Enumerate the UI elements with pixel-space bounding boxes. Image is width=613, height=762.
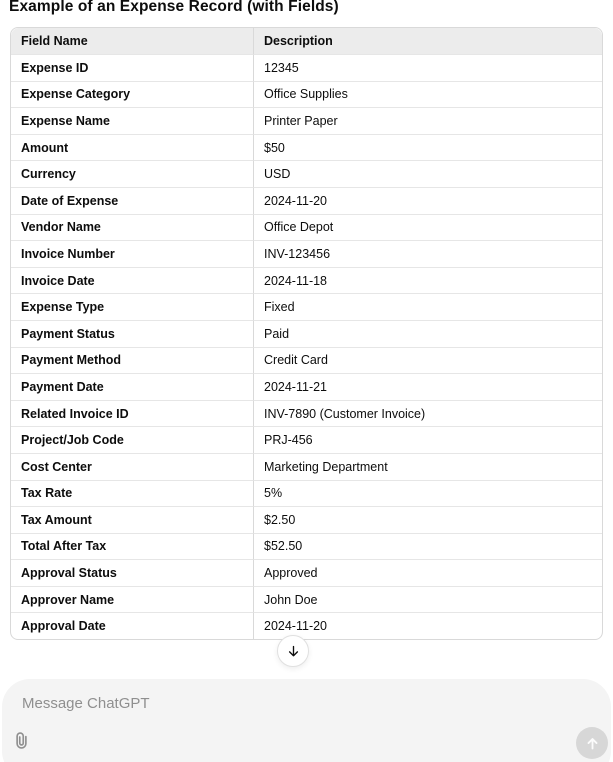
description-cell: 2024-11-18 [254,267,602,294]
column-header-field-name: Field Name [11,28,254,54]
column-header-description: Description [254,28,602,54]
description-cell: $50 [254,134,602,161]
description-cell: 2024-11-21 [254,373,602,400]
field-name-cell: Approver Name [11,586,254,613]
arrow-up-icon [584,735,601,752]
field-name-cell: Tax Amount [11,506,254,533]
field-name-cell: Payment Method [11,347,254,374]
page-title: Example of an Expense Record (with Fields) [9,0,339,15]
description-cell: Paid [254,320,602,347]
field-name-cell: Related Invoice ID [11,400,254,427]
arrow-down-icon [285,643,302,660]
table-row [11,187,602,214]
description-cell: Office Depot [254,214,602,241]
paperclip-icon [11,730,32,751]
description-cell: Marketing Department [254,453,602,480]
table-row [11,134,602,161]
field-name-cell: Total After Tax [11,533,254,560]
description-cell: PRJ-456 [254,426,602,453]
scroll-to-bottom-button[interactable] [277,635,309,667]
table-row [11,293,602,320]
table-row [11,506,602,533]
description-cell: Fixed [254,293,602,320]
message-composer [2,679,611,762]
field-name-cell: Invoice Number [11,240,254,267]
message-input[interactable] [22,695,582,719]
table-row [11,320,602,347]
field-name-cell: Expense Category [11,81,254,108]
field-name-cell: Expense ID [11,54,254,81]
table-row [11,586,602,613]
description-cell: INV-123456 [254,240,602,267]
table-row [11,54,602,81]
table-row [11,453,602,480]
description-cell: INV-7890 (Customer Invoice) [254,400,602,427]
field-name-cell: Currency [11,160,254,187]
table-row [11,160,602,187]
field-name-cell: Vendor Name [11,214,254,241]
description-cell: 2024-11-20 [254,187,602,214]
field-name-cell: Payment Status [11,320,254,347]
table-row [11,267,602,294]
table-row [11,612,602,639]
description-cell: John Doe [254,586,602,613]
description-cell: Approved [254,559,602,586]
field-name-cell: Tax Rate [11,480,254,507]
table-header [11,28,602,54]
field-name-cell: Payment Date [11,373,254,400]
description-cell: $2.50 [254,506,602,533]
description-cell: Printer Paper [254,107,602,134]
table-row [11,107,602,134]
table-row [11,214,602,241]
table-row [11,559,602,586]
table-row [11,240,602,267]
description-cell: USD [254,160,602,187]
description-cell: 12345 [254,54,602,81]
field-name-cell: Expense Name [11,107,254,134]
table-row [11,426,602,453]
field-name-cell: Approval Date [11,612,254,639]
field-name-cell: Amount [11,134,254,161]
table-body [11,54,602,639]
table-row [11,347,602,374]
field-name-cell: Invoice Date [11,267,254,294]
expense-table [10,27,603,640]
table-row [11,81,602,108]
description-cell: 2024-11-20 [254,612,602,639]
field-name-cell: Project/Job Code [11,426,254,453]
attach-file-button[interactable] [8,727,34,753]
table-row [11,373,602,400]
description-cell: Office Supplies [254,81,602,108]
send-message-button[interactable] [576,727,608,759]
expense-table-container [10,27,603,640]
table-row [11,400,602,427]
table-row [11,480,602,507]
field-name-cell: Cost Center [11,453,254,480]
table-row [11,533,602,560]
field-name-cell: Expense Type [11,293,254,320]
description-cell: Credit Card [254,347,602,374]
description-cell: 5% [254,480,602,507]
table-header-row [11,28,602,54]
field-name-cell: Date of Expense [11,187,254,214]
description-cell: $52.50 [254,533,602,560]
field-name-cell: Approval Status [11,559,254,586]
